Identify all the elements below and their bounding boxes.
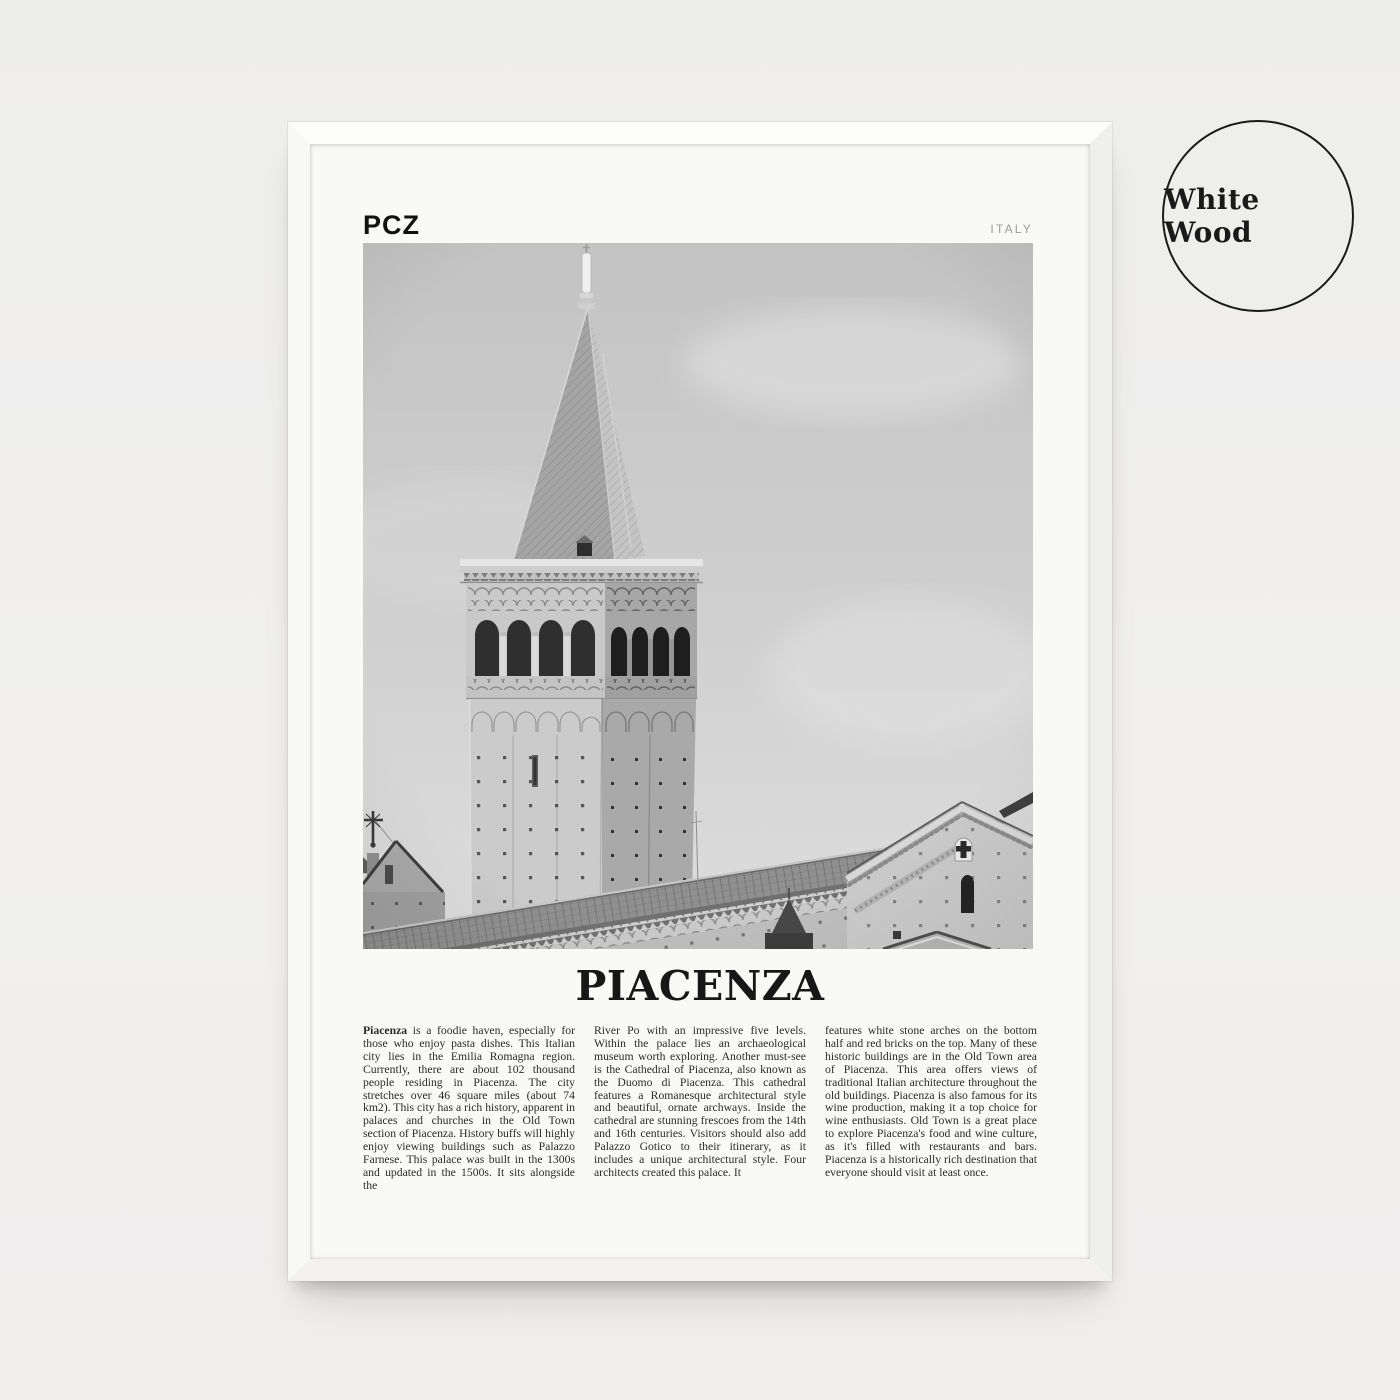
body-lead-word: Piacenza [363, 1025, 408, 1037]
body-column-1 [363, 1025, 575, 1199]
frame-variant-badge [1162, 120, 1354, 312]
poster-frame [288, 122, 1112, 1281]
poster-title: PIACENZA [575, 962, 825, 1010]
poster-body-columns [363, 1025, 1037, 1199]
body-column-1-text: is a foodie haven, especially for those who enjoy pasta dishes. This Italian city lies in the Emilia Romagna region. Currently, there are about 102 thousand people residing in Piacenza. The city stretches over 46 square miles (about 74 km2). This city has a rich history, apparent in palaces and churches in the Old Town section of Piacenza. History buffs will highly enjoy viewing buildings such as Palazzo Farnese. This palace was built in the 1300s and updated in the 1500s. It sits alongside the [363, 1025, 575, 1192]
bell-tower-photo [363, 243, 1033, 949]
body-column-3 [825, 1025, 1037, 1199]
poster-mat [310, 144, 1090, 1259]
poster-brand-code: PCZ [363, 210, 420, 240]
frame-variant-label: White Wood [1164, 183, 1260, 249]
body-column-3-text: features white stone arches on the bottom half and red bricks on the top. Many of these historic buildings are in the Old Town area of Piacenza. This area offers views of traditional Italian architecture throughout the old buildings. Piacenza is also famous for its wine production, making it a top choice for wine enthusiasts. Old Town is a great place to explore Piacenza's food and wine culture, as it's filled with restaurants and bars. Piacenza is a historically rich destination that everyone should visit at least once. [825, 1025, 1037, 1179]
poster-country-label: ITALY [990, 222, 1033, 236]
body-column-2-text: River Po with an impressive five levels. Within the palace lies an archaeological museum worth exploring. Another must-see is the Cathedral of Piacenza, also known as the Duomo di Piacenza. This cathedral features a Romanesque architectural style and beautiful, ornate archways. Inside the cathedral are stunning frescoes from the 14th and 16th centuries. Visitors should also add Palazzo Gotico to their itinerary, as it includes a unique architectural style. Four architects created this palace. It [594, 1025, 806, 1179]
body-column-2 [594, 1025, 806, 1199]
